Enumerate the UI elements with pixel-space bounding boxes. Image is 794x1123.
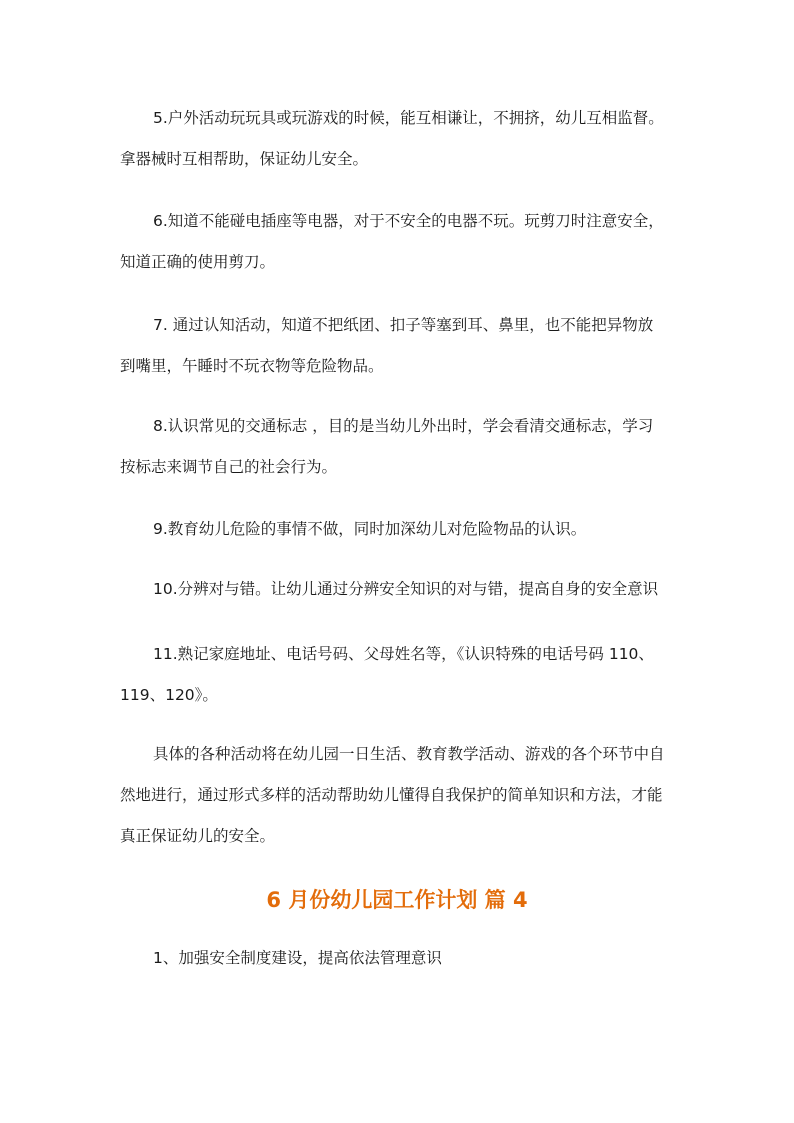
paragraph-line: 按标志来调节自己的社会行为。 [120, 458, 338, 476]
section-heading: 6 月份幼儿园工作计划 篇 4 [266, 888, 528, 912]
paragraph-item-6 [120, 201, 682, 283]
paragraph-item-7 [120, 305, 682, 387]
paragraph-line: 到嘴里，午睡时不玩衣物等危险物品。 [120, 357, 384, 375]
paragraph-line: 1、加强安全制度建设，提高依法管理意识 [153, 949, 442, 967]
paragraph-line: 119、120》。 [120, 686, 218, 704]
paragraph-line: 具体的各种活动将在幼儿园一日生活、教育教学活动、游戏的各个环节中自 [153, 745, 665, 763]
paragraph-line: 然地进行，通过形式多样的活动帮助幼儿懂得自我保护的简单知识和方法，才能 [120, 786, 663, 804]
paragraph-line: 7. 通过认知活动，知道不把纸团、扣子等塞到耳、鼻里，也不能把异物放 [153, 316, 654, 334]
paragraph-section-item-1 [120, 938, 682, 979]
paragraph-line: 9.教育幼儿危险的事情不做，同时加深幼儿对危险物品的认识。 [153, 520, 587, 538]
paragraph-line: 6.知道不能碰电插座等电器，对于不安全的电器不玩。玩剪刀时注意安全， [153, 212, 664, 230]
paragraph-line: 11.熟记家庭地址、电话号码、父母姓名等，《认识特殊的电话号码 110、 [153, 645, 654, 663]
paragraph-line: 5.户外活动玩玩具或玩游戏的时候，能互相谦让，不拥挤，幼儿互相监督。 [153, 109, 664, 127]
paragraph-line: 10.分辨对与错。让幼儿通过分辨安全知识的对与错，提高自身的安全意识 [153, 580, 659, 598]
paragraph-summary [120, 734, 682, 857]
paragraph-line: 知道正确的使用剪刀。 [120, 253, 276, 271]
paragraph-line: 拿器械时互相帮助，保证幼儿安全。 [120, 150, 369, 168]
paragraph-item-11 [120, 634, 682, 716]
paragraph-item-9 [120, 509, 682, 550]
paragraph-item-8 [120, 406, 682, 488]
paragraph-line: 8.认识常见的交通标志 ，目的是当幼儿外出时，学会看清交通标志，学习 [153, 417, 654, 435]
paragraph-line: 真正保证幼儿的安全。 [120, 827, 276, 845]
paragraph-item-5 [120, 98, 682, 180]
paragraph-item-10 [120, 569, 682, 610]
